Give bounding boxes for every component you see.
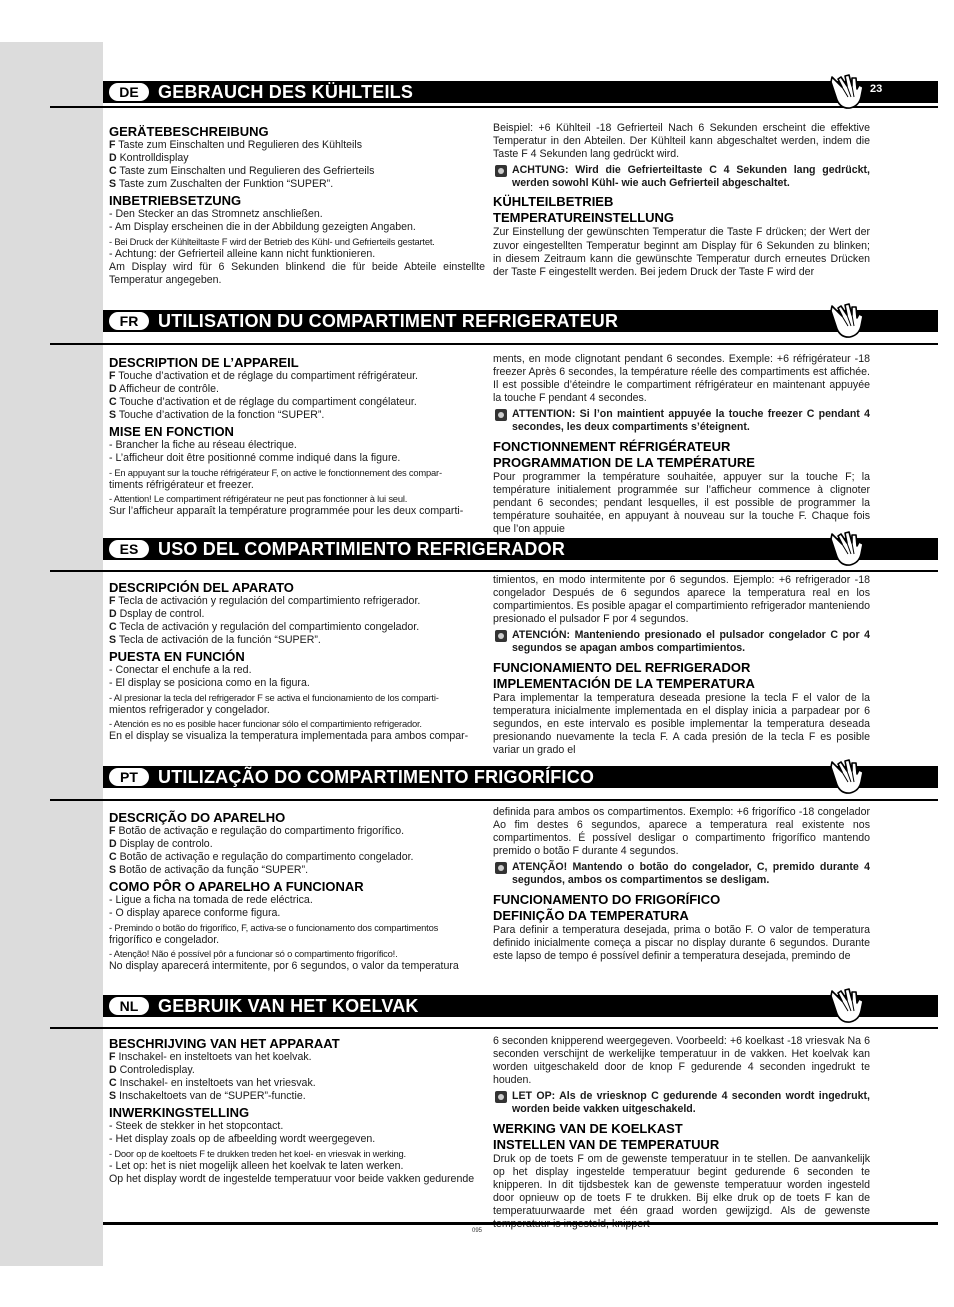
startup-step: - Ligue a ficha na tomada de rede eléctrica.	[109, 894, 313, 907]
subheading-operation: FONCTIONNEMENT RÉFRIGÉRATEUR	[493, 438, 731, 454]
subheading-startup: MISE EN FONCTION	[109, 424, 234, 440]
feature-key: D	[109, 1064, 117, 1077]
warning-text: ATENCIÓN: Manteniendo presionado el pulsador congelador C por 4 segundos se apagan ambos compartimientos.	[512, 629, 870, 655]
feature-key: S	[109, 178, 117, 191]
feature-key: D	[109, 838, 117, 851]
section-header-bar	[103, 766, 938, 788]
startup-step: - Bei Druck der Kühlteiltaste F wird der Betrieb des Kühl- und Gefrierteils gestartet.	[109, 235, 435, 247]
feature-item	[109, 1077, 485, 1090]
feature-text: Display de controlo.	[119, 838, 213, 851]
startup-step: timents réfrigérateur et freezer.	[109, 478, 254, 491]
startup-step: - Door op de koeltoets F te drukken treden het koel- en vriesvak in werking.	[109, 1147, 406, 1159]
startup-step: - Al presionar la tecla del refrigerador F se activa el funcionamiento de los comparti-	[109, 691, 439, 703]
feature-item	[109, 634, 485, 647]
startup-step: - Premindo o botão do frigorífico, F, activa-se o funcionamento dos compartimentos	[109, 921, 439, 933]
hand-icon	[828, 987, 868, 1025]
feature-text: Touche d’activation de la fonction “SUPER”.	[118, 409, 325, 422]
startup-step: - Let op: het is niet mogelijk alleen het koelvak te laten werken.	[109, 1159, 404, 1172]
temperature-paragraph: Para implementar la temperatura deseada presione la tecla F el valor de la temperatura inicialmente implementada en el display inicia a parpadear por 6 segundos, en este intervalo es posible implementar la temperatura deseada presionando nuevamente la tecla F. A cada presión de la tecla F es posible variar un grado el	[493, 691, 870, 756]
feature-key: F	[109, 1051, 116, 1063]
startup-tail-text: Sur l’afficheur apparaît la température programmée pour les deux comparti-	[109, 504, 464, 517]
feature-text: Inschakeltoets van de “SUPER”-functie.	[119, 1090, 306, 1103]
page-number: 23	[870, 83, 883, 95]
warning-icon	[495, 165, 507, 177]
startup-step: - Steek de stekker in het stopcontact.	[109, 1120, 284, 1133]
feature-key: S	[109, 409, 117, 422]
section-rule	[50, 343, 938, 345]
feature-text: Afficheur de contrôle.	[119, 383, 219, 396]
warning-note	[493, 861, 870, 887]
left-column	[109, 353, 485, 533]
startup-tail-text: Op het display wordt de ingestelde temperatuur voor beide vakken gedurende	[109, 1172, 475, 1185]
startup-step: - Am Display erscheinen die in der Abbildung gezeigten Angaben.	[109, 221, 416, 234]
section-rule	[50, 799, 938, 801]
startup-tail-text: No display aparecerá intermitente, por 6 segundos, o valor da temperatura	[109, 959, 459, 972]
startup-step: - En appuyant sur la touche réfrigérateur F, on active le fonctionnement des compar-	[109, 466, 442, 478]
warning-note	[493, 1090, 870, 1116]
feature-key: C	[109, 165, 117, 178]
warning-text: ATTENTION: Si l’on maintient appuyée la touche freezer C pendant 4 secondes, les deux compartiments s’éteignent.	[512, 408, 870, 434]
right-column	[493, 353, 870, 536]
hand-icon	[828, 73, 868, 111]
warning-icon	[495, 630, 507, 642]
subheading-startup: INBETRIEBSETZUNG	[109, 193, 242, 209]
language-badge: PT	[109, 768, 149, 786]
subheading-temperature: IMPLEMENTACIÓN DE LA TEMPERATURA	[493, 675, 755, 691]
startup-step: - O display aparece conforme figura.	[109, 907, 281, 920]
feature-key: C	[109, 1077, 117, 1090]
feature-text: Taste zum Einschalten und Regulieren des Gefrierteils	[119, 165, 375, 178]
language-badge: FR	[109, 312, 149, 330]
footer-rule	[103, 1222, 938, 1225]
subheading-startup: COMO PÔR O APARELHO A FUNCIONAR	[109, 879, 364, 895]
feature-text: Botão de activação e regulação do compartimento congelador.	[119, 851, 414, 864]
section-header-bar	[103, 310, 938, 332]
feature-text: Kontrolldisplay	[119, 152, 189, 165]
feature-text: Botão de activação e regulação do compartimento frigorífico.	[118, 825, 405, 837]
startup-step: - Atención es no es posible hacer funcionar sólo el compartimiento refrigerador.	[109, 717, 422, 729]
startup-step: - Achtung: der Gefrierteil alleine kann nicht funktionieren.	[109, 247, 376, 260]
startup-step: - Atenção! Não é possível pôr a funcionar só o compartimento frigorífico!.	[109, 947, 398, 959]
startup-step: - Conectar el enchufe a la red.	[109, 664, 252, 677]
feature-item	[109, 621, 485, 634]
feature-item	[109, 838, 485, 851]
feature-item	[109, 1064, 485, 1077]
language-badge: NL	[109, 997, 149, 1015]
feature-text: Touche d’activation et de réglage du compartiment réfrigérateur.	[118, 370, 418, 382]
temperature-paragraph: Pour programmer la température souhaitée, appuyer sur la touche F; la température initialement programmée sur l’afficheur commence à clignoter pendant 6 secondes; pendant lesquelles, il est possible de programmer la température souhaitée, en appuyant à nouveau sur la touche F. Chaque fois que l’on appuie	[493, 470, 870, 535]
subheading-temperature: DEFINIÇÃO DA TEMPERATURA	[493, 907, 689, 923]
feature-key: S	[109, 864, 117, 877]
subheading-operation: WERKING VAN DE KOELKAST	[493, 1120, 683, 1136]
left-column	[109, 122, 485, 296]
feature-text: Tecla de activación de la función “SUPER”.	[118, 634, 321, 647]
feature-key: F	[109, 139, 116, 151]
subheading-operation: FUNCIONAMIENTO DEL REFRIGERADOR	[493, 659, 751, 675]
right-column	[493, 122, 870, 308]
section-rule	[50, 106, 938, 108]
subheading-description: DESCRIPTION DE L’APPAREIL	[109, 355, 299, 370]
warning-note	[493, 629, 870, 655]
section-header-bar	[103, 995, 938, 1017]
subheading-temperature: INSTELLEN VAN DE TEMPERATUUR	[493, 1136, 720, 1152]
warning-icon	[495, 1091, 507, 1103]
feature-item	[109, 165, 485, 178]
right-column	[493, 1035, 870, 1216]
warning-icon	[495, 862, 507, 874]
page-margin-band	[0, 42, 103, 1266]
example-paragraph: Beispiel: +6 Kühlteil -18 Gefrierteil Nach 6 Sekunden erscheint die effektive Temperatur in den Abteilen. Der Kühlteil kann abgeschaltet werden, indem die Taste F 4 Sekunden lang gedrückt wird.	[493, 122, 870, 161]
feature-item	[109, 370, 485, 383]
section-title: USO DEL COMPARTIMIENTO REFRIGERADOR	[158, 539, 566, 559]
language-badge: DE	[109, 83, 149, 101]
section-rule	[50, 570, 938, 572]
left-column	[109, 578, 485, 760]
subheading-description: GERÄTEBESCHREIBUNG	[109, 124, 269, 139]
section-title: UTILISATION DU COMPARTIMENT REFRIGERATEUR	[158, 311, 619, 331]
section-title: UTILIZAÇÃO DO COMPARTIMENTO FRIGORÍFICO	[158, 767, 595, 787]
feature-text: Controledisplay.	[119, 1064, 195, 1077]
subheading-operation: FUNCIONAMENTO DO FRIGORÍFICO	[493, 891, 721, 907]
feature-key: C	[109, 851, 117, 864]
feature-text: Touche d’activation et de réglage du compartiment congélateur.	[119, 396, 417, 409]
feature-text: Dsplay de control.	[119, 608, 205, 621]
footer-code: 095	[472, 1228, 483, 1234]
feature-item	[109, 864, 485, 877]
hand-icon	[828, 530, 868, 568]
feature-key: S	[109, 1090, 117, 1103]
language-badge: ES	[109, 540, 149, 558]
startup-tail-text: En el display se visualiza la temperatura implementada para ambos compar-	[109, 729, 469, 742]
feature-text: Taste zum Zuschalten der Funktion “SUPER”.	[118, 178, 334, 191]
hand-icon	[828, 302, 868, 340]
feature-key: D	[109, 608, 117, 621]
feature-text: Inschakel- en insteltoets van het vriesvak.	[119, 1077, 316, 1090]
feature-item	[109, 178, 485, 191]
startup-step: mientos refrigerador y congelador.	[109, 703, 270, 716]
feature-item	[109, 595, 485, 608]
startup-step: - El display se posiciona como en la figura.	[109, 677, 310, 690]
hand-icon	[828, 758, 868, 796]
startup-tail-text: Am Display wird für 6 Sekunden blinkend die für beide Abteile einstellte Temperatur angegeben.	[109, 260, 485, 286]
example-paragraph: ments, en mode clignotant pendant 6 secondes. Exemple: +6 réfrigérateur -18 freezer Après 6 secondes, la température réelle des compartiments est affichée. Il est possible d’éteindre le compartiment réfrigérateur en maintenant appuyée la touche F pendant 4 secondes.	[493, 353, 870, 405]
example-paragraph: definida para ambos os compartimentos. Exemplo: +6 frigorífico -18 congelador Ao fim destes 6 segundos, aparece a temperatura real existente nos compartimentos. É possível desligar o compartimento frigorífico mantendo premido o botão F durante 4 segundos.	[493, 806, 870, 858]
subheading-operation: KÜHLTEILBETRIEB	[493, 194, 614, 210]
feature-key: D	[109, 383, 117, 396]
section-rule	[50, 1027, 938, 1029]
subheading-startup: INWERKINGSTELLING	[109, 1105, 250, 1121]
warning-note	[493, 408, 870, 434]
startup-step: - Den Stecker an das Stromnetz anschließen.	[109, 208, 323, 221]
subheading-description: BESCHRIJVING VAN HET APPARAAT	[109, 1036, 340, 1051]
startup-step: - Brancher la fiche au réseau électrique.	[109, 439, 297, 452]
temperature-paragraph: Druk op de toets F om de gewenste temperatuur in te stellen. De aanvankelijk op het display ingestelde temperatuur begint gedurende 6 seconden te knipperen. In dit tijdsbestek kan de gewenste temperatuur worden ingesteld door opnieuw op de toets F te drukken. Bij elke druk op de toets F kan de temperatuurwaarde met één graad worden gewijzigd. Als de gewenste	[493, 1152, 870, 1217]
temperature-paragraph: Zur Einstellung der gewünschten Temperatur die Taste F drücken; der Wert der zuvor eingestellten Temperatur beginnt am Display für 6 Sekunden zu blinken; in diesem Zeitraum kann die gewünschte Temperatur durch erneutes Drücken der Taste F eingestellt werden. Bei jedem Druck der Taste F wird der	[493, 226, 870, 278]
section-header-bar	[103, 538, 938, 560]
feature-text: Tecla de activación y regulación del compartimiento congelador.	[119, 621, 420, 634]
feature-item	[109, 1051, 485, 1064]
warning-note	[493, 164, 870, 190]
feature-text: Tecla de activación y regulación del compartimiento refrigerador.	[118, 595, 421, 607]
feature-item	[109, 139, 485, 152]
right-column	[493, 806, 870, 993]
feature-text: Botão de activação da função “SUPER”.	[119, 864, 309, 877]
feature-key: F	[109, 370, 116, 382]
startup-step: - Attention! Le compartiment réfrigérateur ne peut pas fonctionner à lui seul.	[109, 492, 408, 504]
left-column	[109, 808, 485, 989]
feature-key: D	[109, 152, 117, 165]
warning-text: ACHTUNG: Wird die Gefrierteiltaste C 4 Sekunden lang gedrückt, werden sowohl Kühl- wie auch Gefrierteil abgeschaltet.	[512, 164, 870, 190]
feature-item	[109, 152, 485, 165]
feature-key: F	[109, 825, 116, 837]
feature-text: Taste zum Einschalten und Regulieren des Kühlteils	[118, 139, 363, 151]
feature-key: S	[109, 634, 117, 647]
feature-item	[109, 396, 485, 409]
temperature-paragraph: Para definir a temperatura desejada, prima o botão F. O valor de temperatura definido inicialmente começa a piscar no display durante 6 segundos. Durante este lapso de tempo é possível definir a temperatura desejada, premindo de	[493, 923, 870, 962]
subheading-description: DESCRIÇÃO DO APARELHO	[109, 810, 286, 825]
warning-text: LET OP: Als de vriesknop C gedurende 4 seconden wordt ingedrukt, worden beide vakken uitgeschakeld.	[512, 1090, 870, 1116]
feature-key: C	[109, 396, 117, 409]
startup-step: - Het display zoals op de afbeelding wordt weergegeven.	[109, 1133, 376, 1146]
section-header-bar	[103, 81, 938, 103]
section-title: GEBRAUCH DES KÜHLTEILS	[158, 82, 414, 102]
subheading-temperature: PROGRAMMATION DE LA TEMPÉRATURE	[493, 454, 755, 470]
feature-key: C	[109, 621, 117, 634]
section-title: GEBRUIK VAN HET KOELVAK	[158, 996, 419, 1016]
feature-key: F	[109, 595, 116, 607]
subheading-description: DESCRIPCIÓN DEL APARATO	[109, 580, 294, 595]
feature-item	[109, 409, 485, 422]
left-column	[109, 1034, 485, 1217]
feature-text: Inschakel- en insteltoets van het koelvak.	[118, 1051, 312, 1063]
right-column	[493, 574, 870, 764]
subheading-startup: PUESTA EN FUNCIÓN	[109, 649, 245, 665]
feature-item	[109, 825, 485, 838]
example-paragraph: 6 seconden knipperend weergegeven. Voorbeeld: +6 koelkast -18 vriesvak Na 6 seconden verschijnt de werkelijke temperatuur in de vakken. Het koelvak kan worden uitgeschakeld door de knop F gedurende 4 seconden ingedrukt te houden.	[493, 1035, 870, 1087]
feature-item	[109, 1090, 485, 1103]
feature-item	[109, 851, 485, 864]
feature-item	[109, 383, 485, 396]
warning-icon	[495, 409, 507, 421]
subheading-temperature: TEMPERATUREINSTELLUNG	[493, 210, 675, 226]
example-paragraph: timientos, en modo intermitente por 6 segundos. Ejemplo: +6 refrigerador -18 congelador Después de 6 segundos aparece la temperatura real en los compartimientos. Es posible apagar el compartimiento refrigerador manteniendo presionado el pulsador F por 4 segundos.	[493, 574, 870, 626]
startup-step: frigorífico e congelador.	[109, 933, 220, 946]
feature-item	[109, 608, 485, 621]
startup-step: - L’afficheur doit être positionné comme indiqué dans la figure.	[109, 452, 401, 465]
warning-text: ATENÇÃO! Mantendo o botão do congelador, C, premido durante 4 segundos, ambos os compartimentos se desligam.	[512, 861, 870, 887]
